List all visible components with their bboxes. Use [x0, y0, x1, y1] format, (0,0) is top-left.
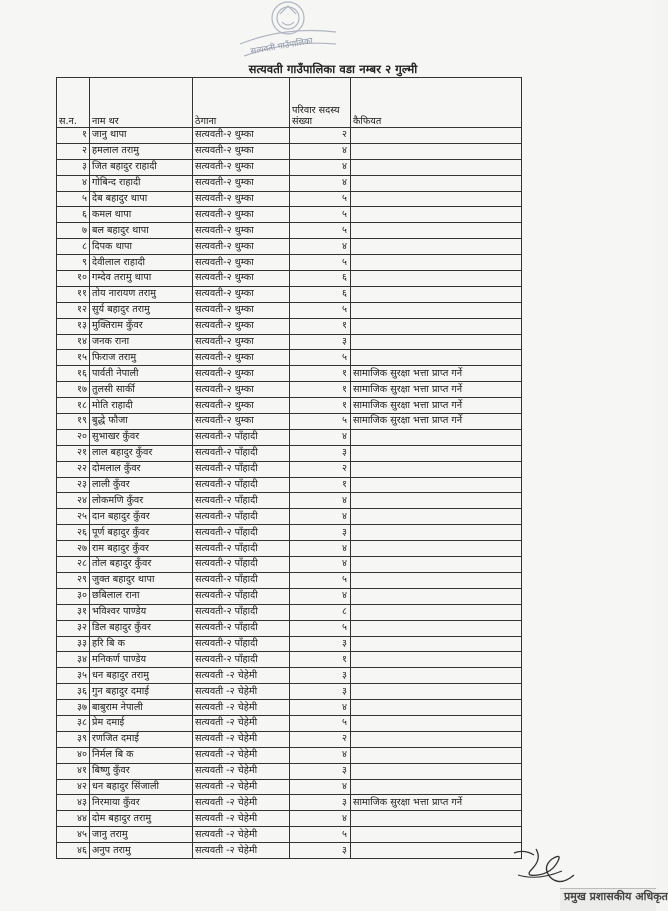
- row-name: गुन बहादुर दमाई: [90, 684, 193, 700]
- row-remarks: [351, 652, 522, 668]
- row-sn: ७: [57, 223, 90, 239]
- table-row: [57, 700, 522, 716]
- row-remarks: [351, 159, 522, 175]
- row-sn: २९: [57, 572, 90, 588]
- table-row: [57, 604, 522, 620]
- row-remarks: [351, 636, 522, 652]
- row-address: सत्यवती -२ चेहेमी: [193, 700, 290, 716]
- row-name: जानु थापा: [90, 128, 193, 144]
- row-remarks: [351, 763, 522, 779]
- table-row: [57, 477, 522, 493]
- row-address: सत्यवती-२ पाँहादी: [193, 636, 290, 652]
- row-family-count: १: [290, 382, 351, 398]
- row-sn: १५: [57, 350, 90, 366]
- row-name: दोम बहादुर तरामु: [90, 811, 193, 827]
- row-sn: ४२: [57, 779, 90, 795]
- table-row: [57, 429, 522, 445]
- row-address: सत्यवती-२ पाँहादी: [193, 557, 290, 573]
- table-row: [57, 652, 522, 668]
- row-sn: १०: [57, 271, 90, 287]
- table-row: [57, 255, 522, 271]
- table-row: [57, 318, 522, 334]
- row-name: अनुप तरामु: [90, 843, 193, 859]
- office-stamp-text: प्रमुख प्रशासकीय अधिकृत: [560, 888, 656, 911]
- table-row: [57, 588, 522, 604]
- row-name: गोबिन्द राहादी: [90, 175, 193, 191]
- row-sn: १६: [57, 366, 90, 382]
- row-sn: ४३: [57, 795, 90, 811]
- row-remarks: सामाजिक सुरक्षा भत्ता प्राप्त गर्ने: [351, 795, 522, 811]
- row-sn: २८: [57, 557, 90, 573]
- table-row: [57, 286, 522, 302]
- row-name: कमल थापा: [90, 207, 193, 223]
- row-family-count: १: [290, 477, 351, 493]
- row-family-count: ५: [290, 620, 351, 636]
- row-address: सत्यवती-२ पाँहादी: [193, 620, 290, 636]
- row-remarks: [351, 620, 522, 636]
- row-remarks: [351, 286, 522, 302]
- row-address: सत्यवती-२ पाँहादी: [193, 493, 290, 509]
- row-address: सत्यवती-२ थुम्का: [193, 271, 290, 287]
- row-name: देब बहादुर थापा: [90, 191, 193, 207]
- header-sn: स.न.: [57, 78, 90, 128]
- row-name: दान बहादुर कुँवर: [90, 509, 193, 525]
- row-sn: ३२: [57, 620, 90, 636]
- table-row: [57, 271, 522, 287]
- table-row: [57, 302, 522, 318]
- row-address: सत्यवती-२ पाँहादी: [193, 461, 290, 477]
- row-name: बाबुराम नेपाली: [90, 700, 193, 716]
- row-family-count: ५: [290, 302, 351, 318]
- table-row: [57, 461, 522, 477]
- row-sn: ४५: [57, 827, 90, 843]
- row-remarks: [351, 255, 522, 271]
- row-name: पूर्ण बहादुर कुँवर: [90, 525, 193, 541]
- row-address: सत्यवती -२ चेहेमी: [193, 763, 290, 779]
- row-remarks: [351, 525, 522, 541]
- row-family-count: १: [290, 398, 351, 414]
- row-remarks: सामाजिक सुरक्षा भत्ता प्राप्त गर्ने: [351, 382, 522, 398]
- row-name: सुर्य बहादुर तरामु: [90, 302, 193, 318]
- government-seal-stamp: [230, 0, 340, 62]
- row-name: भविश्वर पाण्डेय: [90, 604, 193, 620]
- row-sn: २४: [57, 493, 90, 509]
- row-remarks: [351, 239, 522, 255]
- row-sn: १२: [57, 302, 90, 318]
- table-row: [57, 366, 522, 382]
- header-family-label: परिवार सदस्य संख्या: [292, 105, 340, 127]
- row-family-count: १: [290, 366, 351, 382]
- row-family-count: १: [290, 652, 351, 668]
- row-sn: १९: [57, 414, 90, 430]
- row-family-count: ५: [290, 255, 351, 271]
- table-row: [57, 747, 522, 763]
- document-title: सत्यवती गाउँपालिका वडा नम्बर २ गुल्मी: [248, 62, 418, 76]
- row-name: मुक्तिराम कुँवर: [90, 318, 193, 334]
- row-sn: ३०: [57, 588, 90, 604]
- row-address: सत्यवती -२ चेहेमी: [193, 811, 290, 827]
- row-family-count: १: [290, 318, 351, 334]
- row-remarks: [351, 271, 522, 287]
- row-family-count: २: [290, 128, 351, 144]
- header-name: नाम थर: [90, 78, 193, 128]
- row-sn: २१: [57, 445, 90, 461]
- row-name: फिराज तरामु: [90, 350, 193, 366]
- table-row: [57, 843, 522, 859]
- header-address: ठेगाना: [193, 78, 290, 128]
- row-sn: ३५: [57, 668, 90, 684]
- row-address: सत्यवती-२ थुम्का: [193, 366, 290, 382]
- row-remarks: सामाजिक सुरक्षा भत्ता प्राप्त गर्ने: [351, 366, 522, 382]
- row-name: छबिलाल राना: [90, 588, 193, 604]
- row-family-count: ४: [290, 747, 351, 763]
- row-family-count: ४: [290, 811, 351, 827]
- row-remarks: [351, 700, 522, 716]
- row-remarks: [351, 668, 522, 684]
- row-name: देवीलाल राहादी: [90, 255, 193, 271]
- row-family-count: ५: [290, 207, 351, 223]
- row-address: सत्यवती -२ चेहेमी: [193, 843, 290, 859]
- row-remarks: [351, 541, 522, 557]
- row-name: जानु तरामु: [90, 827, 193, 843]
- row-address: सत्यवती-२ थुम्का: [193, 318, 290, 334]
- row-address: सत्यवती -२ चेहेमी: [193, 747, 290, 763]
- row-family-count: ४: [290, 588, 351, 604]
- row-remarks: [351, 779, 522, 795]
- row-family-count: ३: [290, 795, 351, 811]
- row-remarks: [351, 557, 522, 573]
- row-sn: ४०: [57, 747, 90, 763]
- row-sn: २५: [57, 509, 90, 525]
- row-name: धन बहादुर सिंजाली: [90, 779, 193, 795]
- row-family-count: ३: [290, 763, 351, 779]
- table-row: [57, 223, 522, 239]
- row-name: सुभाखर कुँवर: [90, 429, 193, 445]
- row-name: निर्मल बि क: [90, 747, 193, 763]
- table-row: [57, 509, 522, 525]
- row-address: सत्यवती-२ पाँहादी: [193, 509, 290, 525]
- row-name: पार्वती नेपाली: [90, 366, 193, 382]
- row-address: सत्यवती -२ चेहेमी: [193, 668, 290, 684]
- row-sn: ३४: [57, 652, 90, 668]
- table-row: [57, 668, 522, 684]
- table-row: [57, 763, 522, 779]
- row-name: जित बहादुर राहादी: [90, 159, 193, 175]
- row-remarks: [351, 731, 522, 747]
- row-address: सत्यवती-२ थुम्का: [193, 255, 290, 271]
- row-address: सत्यवती-२ थुम्का: [193, 143, 290, 159]
- table-row: [57, 811, 522, 827]
- row-name: तुलसी सार्की: [90, 382, 193, 398]
- row-address: सत्यवती-२ थुम्का: [193, 175, 290, 191]
- row-sn: ३८: [57, 715, 90, 731]
- table-row: [57, 398, 522, 414]
- row-name: मनिकर्ण पाण्डेय: [90, 652, 193, 668]
- row-family-count: ६: [290, 286, 351, 302]
- row-address: सत्यवती -२ चेहेमी: [193, 731, 290, 747]
- row-name: लाल बहादुर कुँवर: [90, 445, 193, 461]
- table-row: [57, 731, 522, 747]
- row-name: रणजित दमाई: [90, 731, 193, 747]
- row-name: तोय नारायण तरामु: [90, 286, 193, 302]
- table-row: [57, 175, 522, 191]
- row-address: सत्यवती-२ पाँहादी: [193, 604, 290, 620]
- row-name: बिष्णु कुँवर: [90, 763, 193, 779]
- row-address: सत्यवती-२ पाँहादी: [193, 541, 290, 557]
- row-remarks: [351, 572, 522, 588]
- row-sn: २: [57, 143, 90, 159]
- row-family-count: ४: [290, 239, 351, 255]
- row-family-count: ५: [290, 223, 351, 239]
- row-remarks: [351, 509, 522, 525]
- row-address: सत्यवती-२ थुम्का: [193, 302, 290, 318]
- table-row: [57, 445, 522, 461]
- row-sn: ५: [57, 191, 90, 207]
- table-row: [57, 715, 522, 731]
- row-remarks: [351, 811, 522, 827]
- table-header-row: [57, 78, 522, 128]
- row-name: राम बहादुर कुँवर: [90, 541, 193, 557]
- row-sn: १४: [57, 334, 90, 350]
- row-sn: २६: [57, 525, 90, 541]
- row-family-count: ५: [290, 715, 351, 731]
- row-remarks: [351, 715, 522, 731]
- row-address: सत्यवती-२ पाँहादी: [193, 445, 290, 461]
- row-remarks: [351, 588, 522, 604]
- table-row: [57, 143, 522, 159]
- row-sn: ३: [57, 159, 90, 175]
- row-address: सत्यवती -२ चेहेमी: [193, 795, 290, 811]
- row-family-count: ४: [290, 700, 351, 716]
- row-address: सत्यवती-२ थुम्का: [193, 414, 290, 430]
- table-row: [57, 525, 522, 541]
- row-sn: ९: [57, 255, 90, 271]
- row-name: जनक राना: [90, 334, 193, 350]
- row-sn: ८: [57, 239, 90, 255]
- row-name: दोमलाल कुँवर: [90, 461, 193, 477]
- row-remarks: [351, 223, 522, 239]
- table-row: [57, 207, 522, 223]
- row-family-count: ४: [290, 429, 351, 445]
- table-row: [57, 493, 522, 509]
- table-row: [57, 239, 522, 255]
- row-sn: १३: [57, 318, 90, 334]
- row-family-count: ४: [290, 557, 351, 573]
- row-remarks: [351, 302, 522, 318]
- row-address: सत्यवती-२ थुम्का: [193, 128, 290, 144]
- row-name: बल बहादुर थापा: [90, 223, 193, 239]
- row-sn: २२: [57, 461, 90, 477]
- row-family-count: ५: [290, 414, 351, 430]
- row-remarks: [351, 175, 522, 191]
- row-sn: ३६: [57, 684, 90, 700]
- row-address: सत्यवती-२ थुम्का: [193, 223, 290, 239]
- row-family-count: ४: [290, 143, 351, 159]
- row-sn: ३३: [57, 636, 90, 652]
- row-family-count: ५: [290, 191, 351, 207]
- row-name: निरमाया कुँवर: [90, 795, 193, 811]
- row-name: प्रेम दमाई: [90, 715, 193, 731]
- row-remarks: [351, 445, 522, 461]
- row-remarks: सामाजिक सुरक्षा भत्ता प्राप्त गर्ने: [351, 414, 522, 430]
- row-family-count: ५: [290, 827, 351, 843]
- row-name: बुद्धे फौजा: [90, 414, 193, 430]
- row-family-count: ५: [290, 572, 351, 588]
- row-address: सत्यवती-२ थुम्का: [193, 239, 290, 255]
- table-row: [57, 382, 522, 398]
- row-sn: १: [57, 128, 90, 144]
- row-remarks: [351, 128, 522, 144]
- row-sn: ३७: [57, 700, 90, 716]
- row-remarks: [351, 493, 522, 509]
- row-family-count: ८: [290, 604, 351, 620]
- table-row: [57, 414, 522, 430]
- row-name: जुक्त बहादुर थापा: [90, 572, 193, 588]
- table-row: [57, 128, 522, 144]
- row-sn: ३१: [57, 604, 90, 620]
- row-family-count: ३: [290, 525, 351, 541]
- table-row: [57, 191, 522, 207]
- row-family-count: ६: [290, 271, 351, 287]
- table-row: [57, 684, 522, 700]
- row-family-count: ३: [290, 636, 351, 652]
- row-remarks: [351, 684, 522, 700]
- row-name: लोकमणि कुँवर: [90, 493, 193, 509]
- table-row: [57, 159, 522, 175]
- row-address: सत्यवती -२ चेहेमी: [193, 715, 290, 731]
- row-family-count: ३: [290, 668, 351, 684]
- table-row: [57, 620, 522, 636]
- row-remarks: [351, 843, 522, 859]
- row-remarks: [351, 318, 522, 334]
- row-address: सत्यवती-२ थुम्का: [193, 286, 290, 302]
- row-name: हरि बि क: [90, 636, 193, 652]
- table-row: [57, 334, 522, 350]
- row-remarks: [351, 747, 522, 763]
- row-name: हमलाल तरामु: [90, 143, 193, 159]
- row-address: सत्यवती-२ थुम्का: [193, 350, 290, 366]
- row-name: लाली कुँवर: [90, 477, 193, 493]
- row-family-count: २: [290, 731, 351, 747]
- row-address: सत्यवती-२ थुम्का: [193, 159, 290, 175]
- row-remarks: [351, 477, 522, 493]
- row-sn: ३९: [57, 731, 90, 747]
- row-family-count: ३: [290, 843, 351, 859]
- row-remarks: [351, 827, 522, 843]
- row-remarks: [351, 207, 522, 223]
- row-sn: १८: [57, 398, 90, 414]
- table-row: [57, 572, 522, 588]
- row-family-count: ३: [290, 684, 351, 700]
- row-sn: ४१: [57, 763, 90, 779]
- table-row: [57, 827, 522, 843]
- row-family-count: ३: [290, 334, 351, 350]
- row-family-count: ४: [290, 509, 351, 525]
- svg-text:सत्यवती गाउँपालिका: सत्यवती गाउँपालिका: [249, 36, 314, 57]
- row-address: सत्यवती-२ थुम्का: [193, 398, 290, 414]
- header-remarks: कैफियत: [351, 78, 522, 128]
- row-sn: १७: [57, 382, 90, 398]
- row-address: सत्यवती-२ थुम्का: [193, 207, 290, 223]
- row-remarks: [351, 334, 522, 350]
- row-address: सत्यवती-२ थुम्का: [193, 382, 290, 398]
- official-signature: [508, 845, 578, 887]
- header-family-count: [290, 78, 351, 128]
- row-family-count: ४: [290, 159, 351, 175]
- row-sn: ६: [57, 207, 90, 223]
- row-sn: ४: [57, 175, 90, 191]
- table-row: [57, 795, 522, 811]
- row-remarks: [351, 191, 522, 207]
- row-address: सत्यवती-२ पाँहादी: [193, 525, 290, 541]
- row-remarks: [351, 461, 522, 477]
- row-family-count: ४: [290, 779, 351, 795]
- row-address: सत्यवती-२ थुम्का: [193, 191, 290, 207]
- household-table: [56, 77, 522, 859]
- row-name: डिल बहादुर कुँवर: [90, 620, 193, 636]
- row-sn: ४४: [57, 811, 90, 827]
- row-name: दिपक थापा: [90, 239, 193, 255]
- row-address: सत्यवती-२ पाँहादी: [193, 588, 290, 604]
- row-sn: ४६: [57, 843, 90, 859]
- row-address: सत्यवती-२ पाँहादी: [193, 652, 290, 668]
- row-remarks: [351, 429, 522, 445]
- row-remarks: [351, 143, 522, 159]
- table-row: [57, 350, 522, 366]
- row-name: धन बहादुर तरामु: [90, 668, 193, 684]
- row-sn: ११: [57, 286, 90, 302]
- row-family-count: ४: [290, 493, 351, 509]
- row-address: सत्यवती-२ थुम्का: [193, 334, 290, 350]
- row-address: सत्यवती -२ चेहेमी: [193, 779, 290, 795]
- table-body: [57, 128, 522, 859]
- row-family-count: २: [290, 461, 351, 477]
- row-name: तोल बहादुर कुँवर: [90, 557, 193, 573]
- table-row: [57, 541, 522, 557]
- row-family-count: ४: [290, 175, 351, 191]
- row-address: सत्यवती -२ चेहेमी: [193, 827, 290, 843]
- row-sn: २७: [57, 541, 90, 557]
- row-address: सत्यवती-२ पाँहादी: [193, 429, 290, 445]
- row-sn: २३: [57, 477, 90, 493]
- row-family-count: ३: [290, 445, 351, 461]
- row-name: मोति राहादी: [90, 398, 193, 414]
- table-row: [57, 557, 522, 573]
- row-name: गम्देव तरामु थापा: [90, 271, 193, 287]
- row-family-count: ४: [290, 541, 351, 557]
- table-row: [57, 636, 522, 652]
- row-address: सत्यवती-२ पाँहादी: [193, 477, 290, 493]
- table-row: [57, 779, 522, 795]
- row-address: सत्यवती -२ चेहेमी: [193, 684, 290, 700]
- row-family-count: ५: [290, 350, 351, 366]
- row-remarks: सामाजिक सुरक्षा भत्ता प्राप्त गर्ने: [351, 398, 522, 414]
- row-remarks: [351, 604, 522, 620]
- row-sn: २०: [57, 429, 90, 445]
- row-remarks: [351, 350, 522, 366]
- row-address: सत्यवती-२ पाँहादी: [193, 572, 290, 588]
